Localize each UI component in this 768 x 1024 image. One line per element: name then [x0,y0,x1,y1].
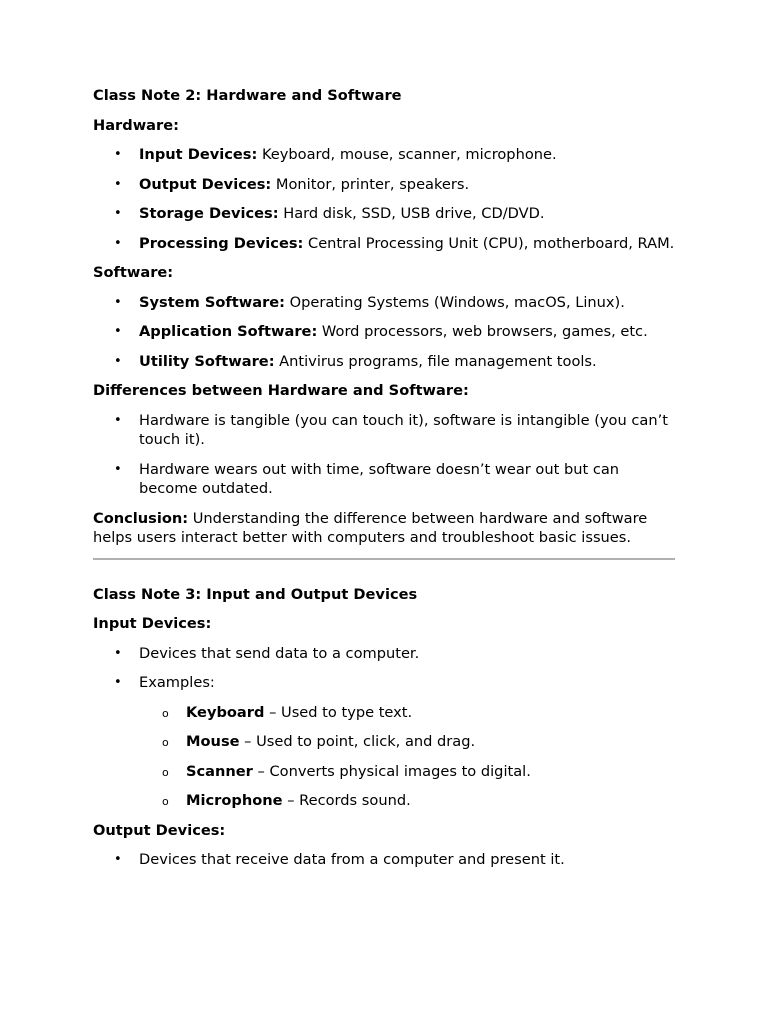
output-devices-list [93,850,675,870]
bullet-icon: • [114,235,122,251]
bullet-icon: • [114,324,122,339]
item-text: Central Processing Unit (CPU), motherboard, RAM. [303,234,675,252]
sub-list-item [93,791,675,811]
item-term: Mouse [186,733,240,750]
item-text: Monitor, printer, speakers. [271,175,470,193]
item-text: Hardware is tangible (you can touch it), software is intangible (you can’t touch it). [139,411,668,448]
bullet-icon: • [114,852,122,867]
sub-bullet-icon: o [162,765,169,779]
bullet-icon: • [114,147,122,162]
item-term: Input Devices: [139,146,258,163]
bullet-icon: • [114,675,122,690]
item-text: – Used to type text. [264,703,413,721]
bullet-icon: • [114,645,122,661]
item-text: Examples: [139,674,215,691]
item-text: Keyboard, mouse, scanner, microphone. [257,146,557,163]
output-devices-heading: Output Devices: [93,821,226,839]
sub-list-item [93,703,675,723]
item-text: Devices that send data to a computer. [139,644,420,662]
item-term: Processing Devices: [139,234,304,252]
item-term: Storage Devices: [139,205,279,222]
item-term: Utility Software: [139,352,275,370]
item-text: Operating Systems (Windows, macOS, Linux). [285,293,625,311]
list-item [93,352,675,372]
bullet-icon: • [114,294,122,310]
examples-list [139,703,675,811]
item-text: – Converts physical images to digital. [252,762,531,780]
item-term: Output Devices: [139,175,272,193]
bullet-icon: • [114,176,122,192]
item-text: – Used to point, click, and drag. [239,733,476,750]
item-term: Scanner [186,762,253,780]
sub-bullet-icon: o [162,736,169,749]
sub-bullet-icon: o [162,795,169,808]
bullet-icon: • [114,206,122,221]
software-heading: Software: [93,264,174,281]
conclusion-paragraph [93,509,675,548]
input-devices-heading: Input Devices: [93,615,212,632]
list-item [93,175,675,195]
bullet-icon: • [114,461,122,477]
item-text: Devices that receive data from a computer and present it. [139,851,565,868]
note2-title: Class Note 2: Hardware and Software [93,87,402,104]
list-item [93,234,675,254]
list-item [93,322,675,342]
conclusion-text: Understanding the difference between hardware and software helps users interact better with computers and troubleshoot basic issues. [93,509,648,546]
item-text: Antivirus programs, file management tools. [274,352,597,370]
item-text: Word processors, web browsers, games, etc. [317,323,648,340]
item-text: Hard disk, SSD, USB drive, CD/DVD. [278,205,545,222]
bullet-icon: • [114,353,122,369]
list-item [93,411,675,450]
conclusion-term: Conclusion: [93,509,189,527]
item-term: Application Software: [139,323,318,340]
item-text: Hardware wears out with time, software doesn’t wear out but can become outdated. [139,460,620,497]
differences-heading: Differences between Hardware and Software: [93,382,469,399]
list-item [93,204,675,224]
document-content [93,86,675,880]
list-item [93,673,675,811]
list-item [93,460,675,499]
sub-list-item [93,732,675,752]
list-item [93,644,675,664]
item-term: Keyboard [186,703,265,721]
list-item [93,145,675,165]
bullet-icon: • [114,412,122,428]
hardware-list [93,145,675,253]
item-term: Microphone [186,792,283,809]
list-item [93,850,675,870]
sub-list-item [93,762,675,782]
section-divider [93,558,675,560]
software-list [93,293,675,372]
item-text: – Records sound. [282,792,411,809]
item-term: System Software: [139,293,285,311]
hardware-heading: Hardware: [93,116,179,134]
note3-title: Class Note 3: Input and Output Devices [93,585,418,603]
input-devices-list [93,644,675,811]
differences-list [93,411,675,499]
list-item [93,293,675,313]
sub-bullet-icon: o [162,706,169,720]
